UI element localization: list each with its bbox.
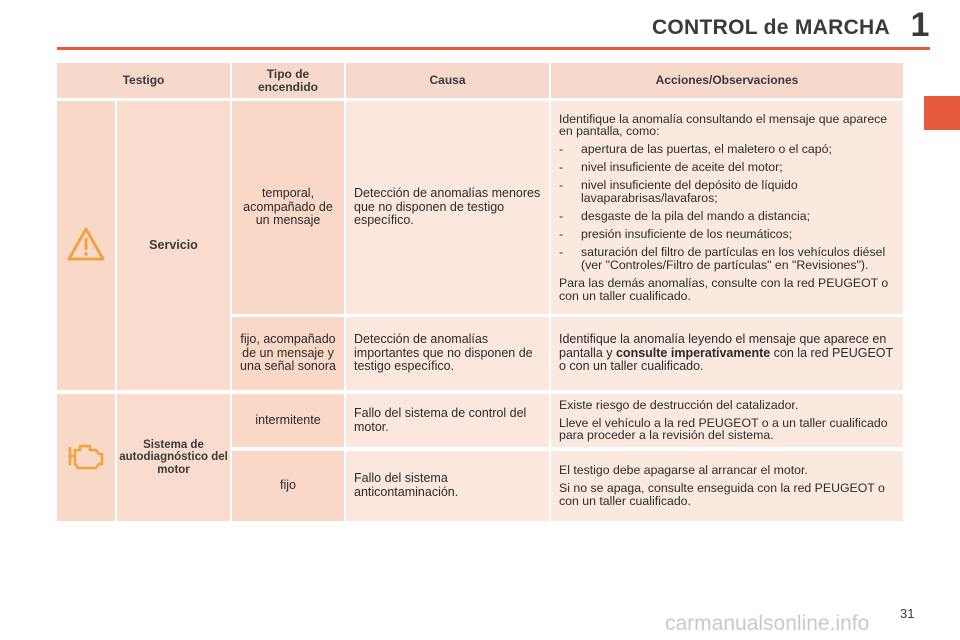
servicio-label: Servicio: [117, 101, 230, 390]
servicio-row2-accion-post: con la red PEUGEOT o con un taller cualificado.: [559, 345, 893, 374]
servicio-row2-tipo: fijo, acompañado de un mensaje y una señal sonora: [232, 317, 344, 390]
motor-row1-tipo: intermitente: [232, 394, 344, 447]
motor-label: Sistema de autodiagnóstico del motor: [117, 394, 230, 521]
header-causa: Causa: [346, 63, 549, 98]
list-item: - desgaste de la pila del mando a distancia;: [559, 209, 811, 223]
list-item: - nivel insuficiente del depósito de líquido lavaparabrisas/lavafaros;: [559, 178, 798, 206]
header-tipo-line1: Tipo de: [266, 66, 310, 81]
motor-row2-tipo: fijo: [232, 451, 344, 521]
motor-row1-acciones: [551, 394, 903, 447]
list-item: - nivel insuficiente de aceite del motor;: [559, 160, 783, 175]
servicio-row2-acciones: [551, 317, 903, 390]
list-item: - saturación del filtro de partículas en los vehículos diésel (ver "Controles/Filtro de partículas" en "Revisiones").: [559, 244, 886, 272]
servicio-row2-accion-pre: Identifique la anomalía leyendo el mensaje que aparece en pantalla y: [559, 331, 887, 360]
page-title: CONTROL de MARCHA: [651, 16, 890, 39]
servicio-row2-accion-bold: consulte imperativamente: [615, 345, 771, 360]
motor-row2-causa: Fallo del sistema anticontaminación.: [346, 451, 549, 521]
motor-row2-accion2: Si no se apaga, consulte enseguida con la red PEUGEOT o con un taller cualificado.: [559, 481, 885, 508]
servicio-row1-outro: Para las demás anomalías, consulte con la red PEUGEOT o con un taller cualificado.: [559, 275, 889, 303]
header-acciones: Acciones/Observaciones: [551, 63, 903, 98]
chapter-tab[interactable]: [924, 96, 960, 130]
motor-row1-accion2: Lleve el vehículo a la red PEUGEOT o a un taller cualificado para proceder a la revisión del sistema.: [559, 415, 888, 443]
engine-icon: [64, 440, 108, 476]
servicio-row1-intro: Identifique la anomalía consultando el mensaje que aparece en pantalla, como:: [559, 111, 888, 139]
list-item: - apertura de las puertas, el maletero o el capó;: [559, 142, 832, 157]
chapter-number: 1: [910, 6, 930, 44]
servicio-row1-tipo: temporal, acompañado de un mensaje: [232, 101, 344, 314]
header-tipo-line2: encendido: [257, 79, 318, 94]
header-testigo: Testigo: [57, 63, 230, 98]
motor-row1-accion1: Existe riesgo de destrucción del catalizador.: [559, 397, 799, 412]
header-divider: [57, 47, 930, 50]
servicio-row2-causa: Detección de anomalías importantes que no disponen de testigo específico.: [346, 317, 549, 390]
motor-row1-causa: Fallo del sistema de control del motor.: [346, 394, 549, 447]
watermark: carmanualsonline.info: [665, 612, 870, 635]
servicio-icon-cell: [57, 101, 115, 390]
motor-row2-accion1: El testigo debe apagarse al arrancar el motor.: [559, 463, 808, 478]
motor-icon-cell: [57, 394, 115, 521]
page-number: 31: [900, 606, 915, 621]
servicio-row1-acciones: [551, 101, 903, 314]
header-tipo: [232, 63, 344, 98]
list-item: - presión insuficiente de los neumáticos;: [559, 226, 793, 241]
warning-triangle-icon: [66, 226, 106, 266]
servicio-row1-causa: Detección de anomalías menores que no disponen de testigo específico.: [346, 101, 549, 314]
motor-row2-acciones: [551, 451, 903, 521]
